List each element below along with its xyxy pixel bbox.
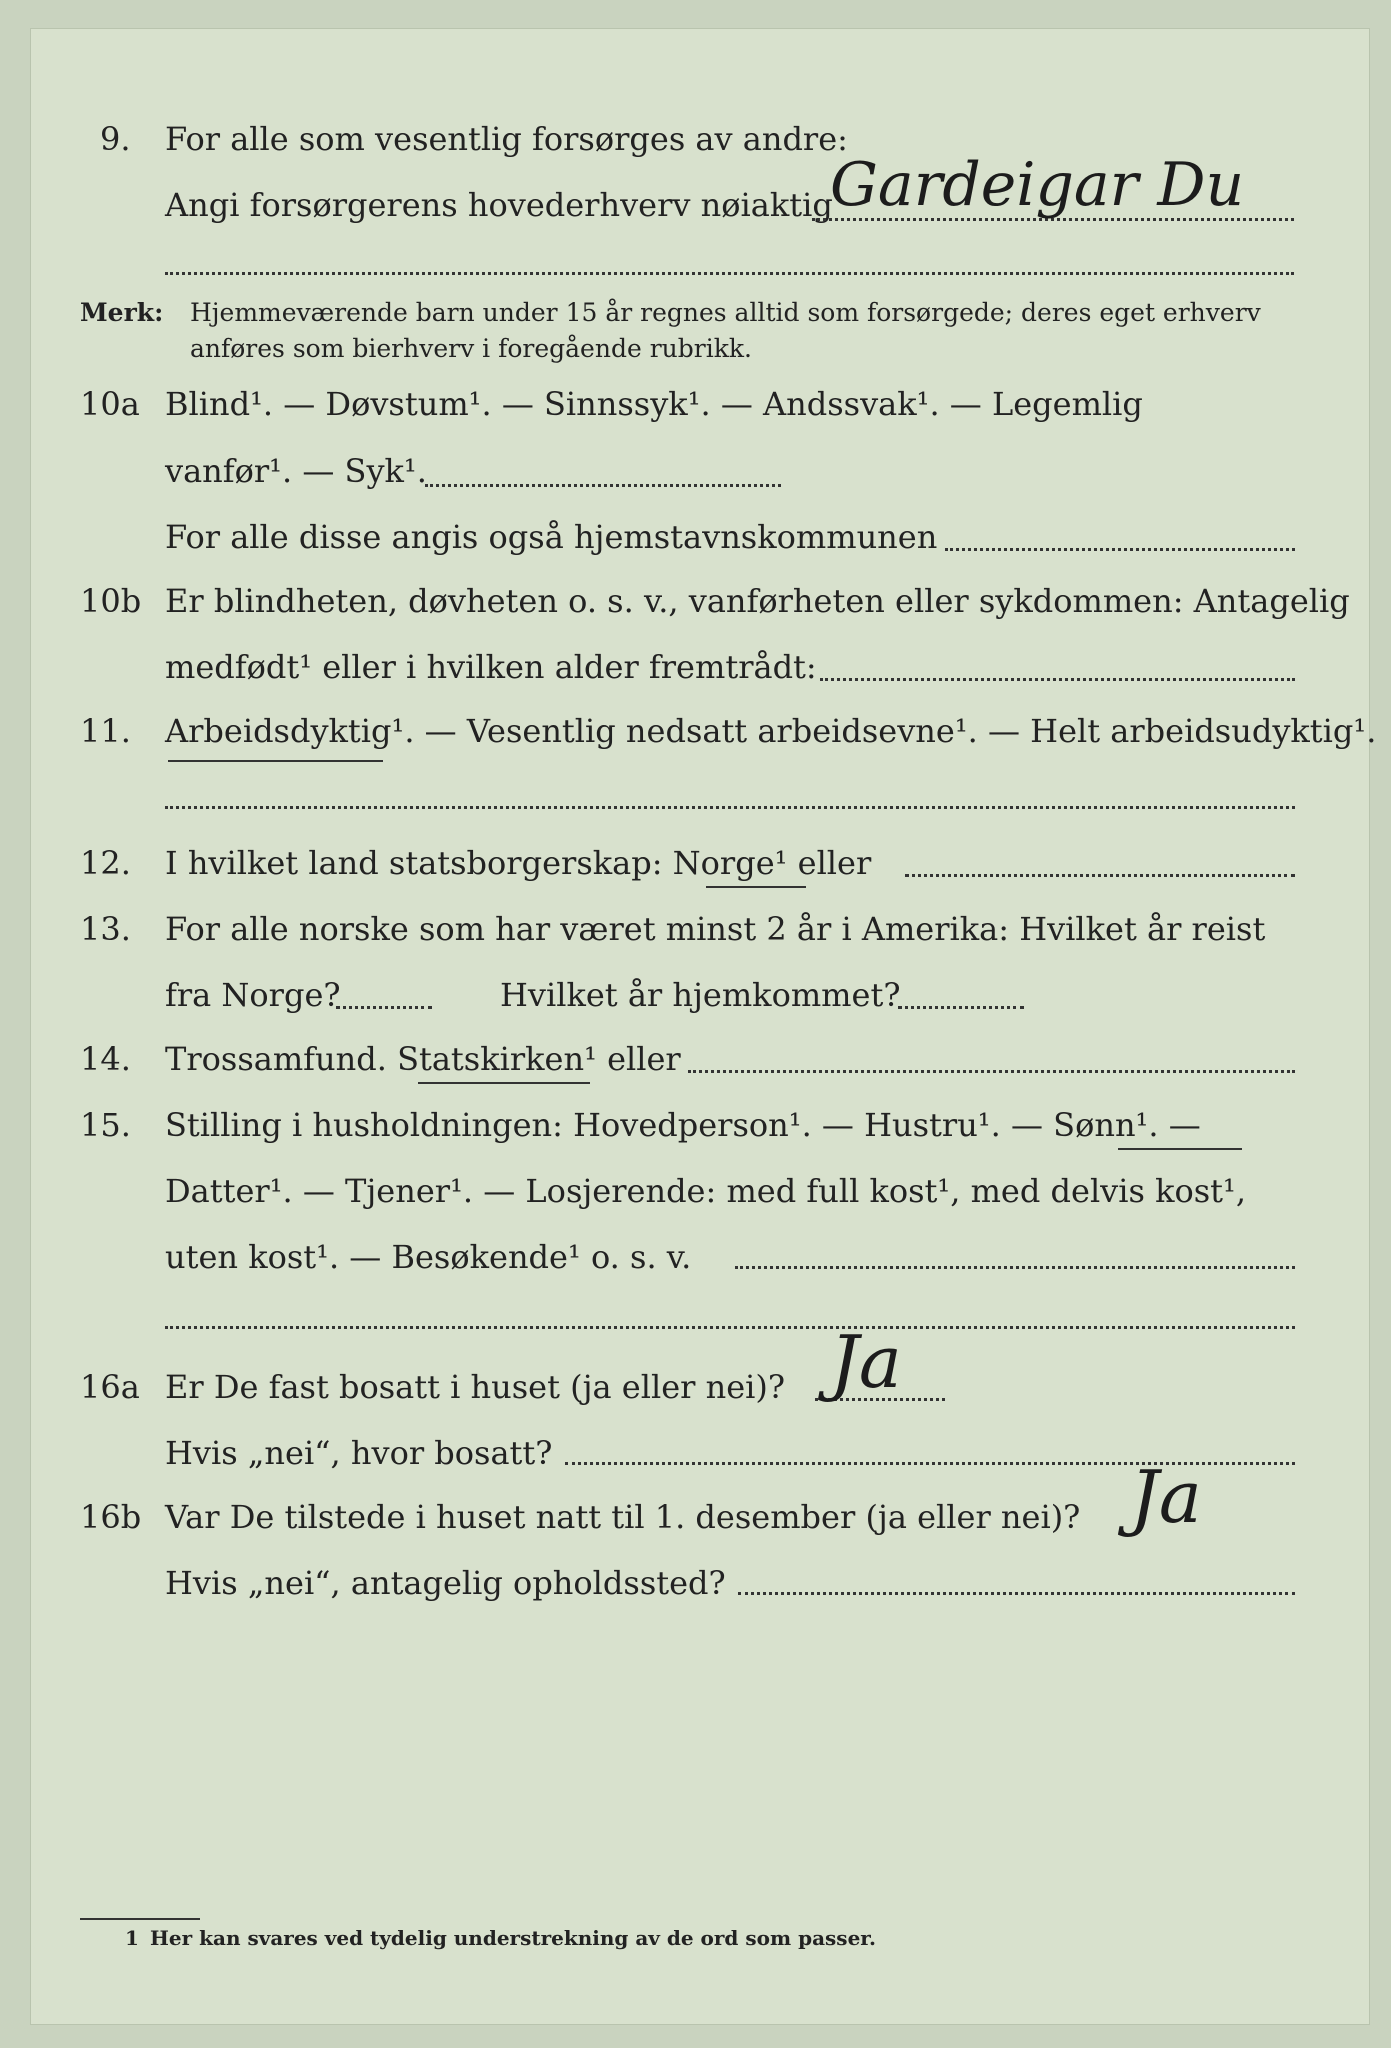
q16b-opholdssted-line (738, 1592, 1295, 1595)
q16a-handwritten-answer[interactable]: Ja (830, 1320, 902, 1404)
q15-handwritten-underline (1118, 1148, 1242, 1150)
q12-number: 12. (80, 844, 131, 882)
q15-answer-line (735, 1266, 1295, 1269)
q10b-number: 10b (80, 582, 142, 620)
q15-line3: uten kost¹. — Besøkende¹ o. s. v. (165, 1238, 692, 1276)
q14-answer-line (688, 1070, 1295, 1073)
q13-line2a: fra Norge? (165, 976, 341, 1014)
merk-line1: Hjemmeværende barn under 15 år regnes alltid som forsørgede; deres eget erhverv (190, 298, 1261, 327)
footnote-text: Her kan svares ved tydelig understrekning av de ord som passer. (150, 1926, 876, 1950)
q13-line1: For alle norske som har været minst 2 år i Amerika: Hvilket år reist (165, 910, 1266, 948)
q9-handwritten-answer[interactable]: Gardeigar Du (830, 150, 1245, 220)
q13-hjemkommet-line (898, 1006, 1024, 1009)
q10a-line1: Blind¹. — Døvstum¹. — Sinnssyk¹. — Andssvak¹. — Legemlig (165, 385, 1143, 423)
q10a-kommune-line (945, 548, 1295, 551)
footnote-rule (80, 1918, 200, 1920)
q11-extra-line (165, 806, 1295, 809)
q11-number: 11. (80, 712, 131, 750)
q16a-line1: Er De fast bosatt i huset (ja eller nei)? (165, 1368, 786, 1406)
q16a-number: 16a (80, 1368, 140, 1406)
census-form-page (30, 28, 1370, 2025)
q15-line1: Stilling i husholdningen: Hovedperson¹. — Hustru¹. — Sønn¹. — (165, 1106, 1201, 1144)
q10b-line2: medfødt¹ eller i hvilken alder fremtrådt: (165, 648, 817, 686)
q14-handwritten-underline (418, 1082, 590, 1084)
q12-answer-line (905, 874, 1295, 877)
q16b-handwritten-answer[interactable]: Ja (1130, 1455, 1202, 1539)
merk-label: Merk: (80, 298, 164, 327)
q14-line1: Trossamfund. Statskirken¹ eller (165, 1040, 681, 1078)
q9-line2: Angi forsørgerens hovederhverv nøiaktig (165, 186, 833, 224)
q10b-line1: Er blindheten, døvheten o. s. v., vanførheten eller sykdommen: Antagelig (165, 582, 1350, 620)
q11-line1: Arbeidsdyktig¹. — Vesentlig nedsatt arbeidsevne¹. — Helt arbeidsudyktig¹. (165, 712, 1377, 750)
q13-number: 13. (80, 910, 131, 948)
q12-handwritten-underline (706, 886, 806, 888)
q10a-answer-line (425, 484, 781, 487)
q10b-answer-line (820, 678, 1295, 681)
q9-line1: For alle som vesentlig forsørges av andre: (165, 120, 848, 158)
q13-line2b: Hvilket år hjemkommet? (500, 976, 901, 1014)
q10a-line3: For alle disse angis også hjemstavnskommunen (165, 518, 938, 556)
q16b-number: 16b (80, 1498, 142, 1536)
q15-number: 15. (80, 1106, 131, 1144)
q16a-line2: Hvis „nei“, hvor bosatt? (165, 1434, 553, 1472)
q14-number: 14. (80, 1040, 131, 1078)
merk-line2: anføres som bierhverv i foregående rubrikk. (190, 334, 752, 363)
q11-handwritten-underline (168, 760, 383, 762)
q13-reist-line (336, 1006, 432, 1009)
q9-number: 9. (100, 120, 131, 158)
q9-extra-line (165, 272, 1294, 275)
q16b-line1: Var De tilstede i huset natt til 1. desember (ja eller nei)? (165, 1498, 1081, 1536)
footnote-mark: 1 (125, 1926, 139, 1950)
q10a-line2: vanfør¹. — Syk¹. (165, 452, 427, 490)
q15-line2: Datter¹. — Tjener¹. — Losjerende: med full kost¹, med delvis kost¹, (165, 1172, 1247, 1210)
q16b-line2: Hvis „nei“, antagelig opholdssted? (165, 1564, 726, 1602)
q12-line1: I hvilket land statsborgerskap: Norge¹ eller (165, 844, 872, 882)
q15-extra-line (165, 1326, 1295, 1329)
q10a-number: 10a (80, 385, 140, 423)
